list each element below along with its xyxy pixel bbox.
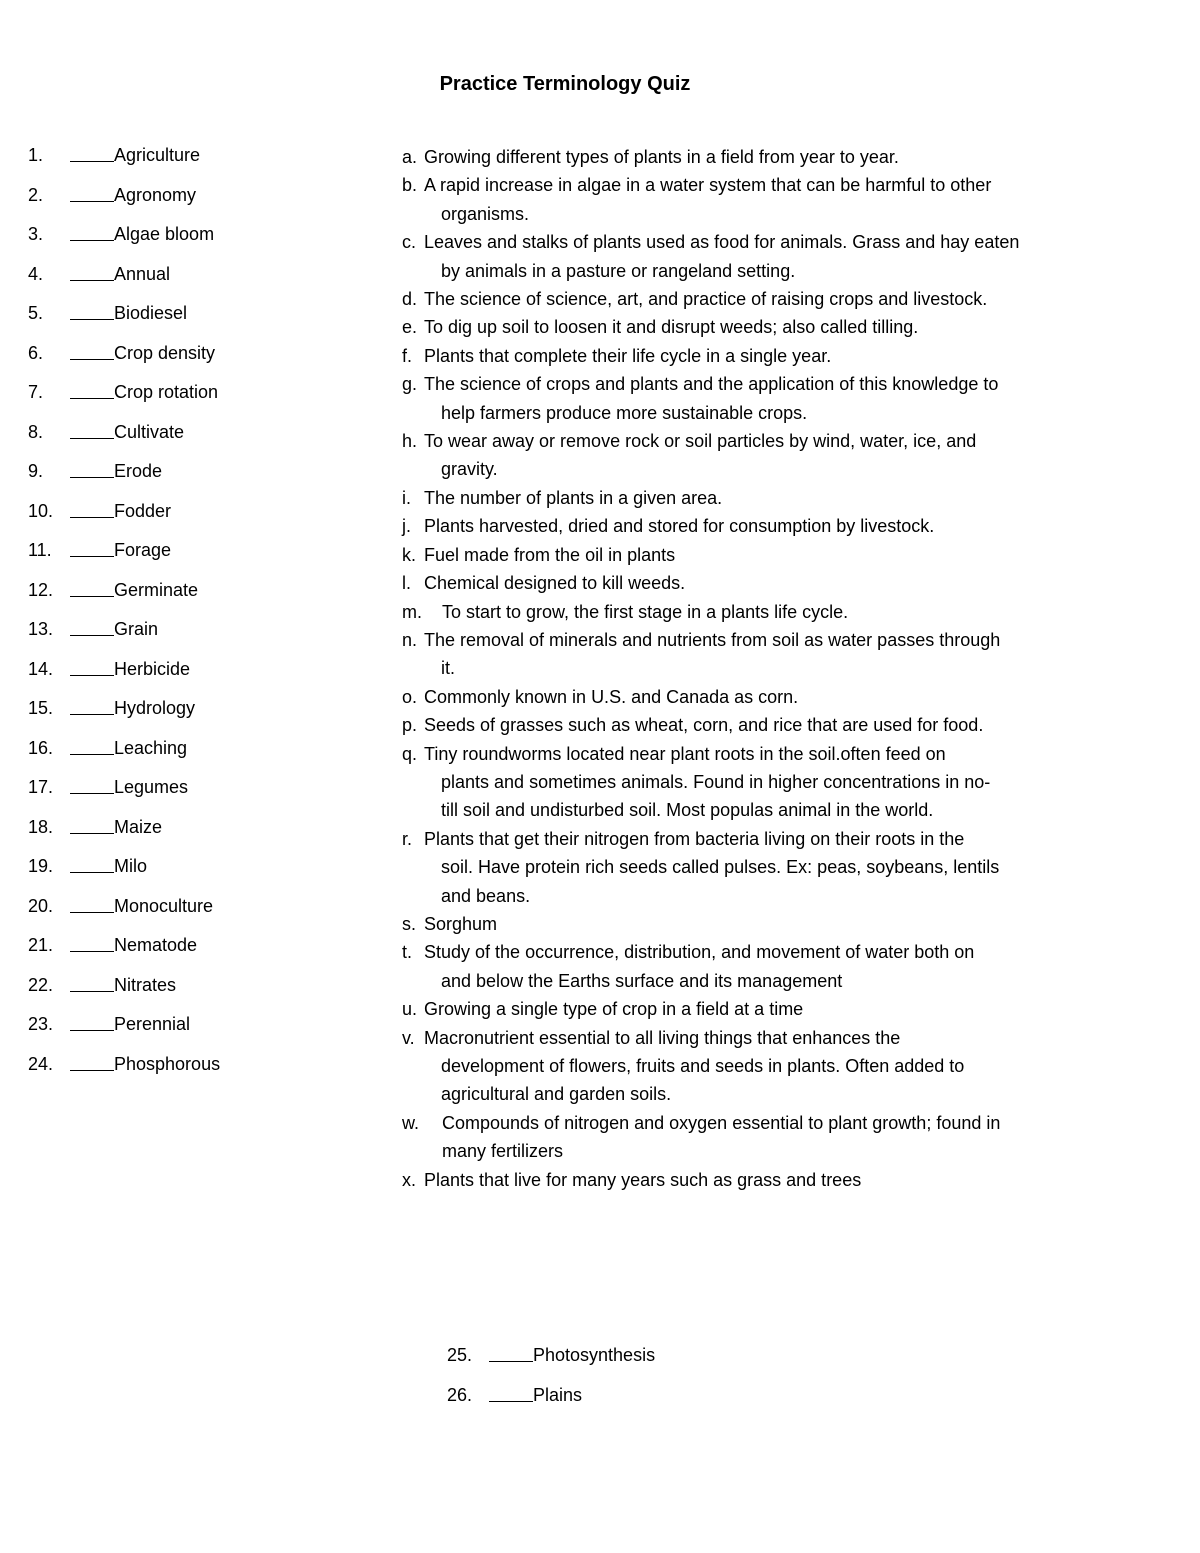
term-word: Crop density xyxy=(114,342,216,363)
term-number: 11. xyxy=(28,540,52,560)
definition-text-block xyxy=(424,910,1072,938)
term-item xyxy=(28,380,388,420)
definition-letter: u. xyxy=(402,999,418,1020)
term-item xyxy=(28,459,388,499)
answer-blank[interactable] xyxy=(70,262,114,281)
term-number: 20. xyxy=(28,895,54,916)
term-word: Phosphorous xyxy=(114,1053,221,1074)
definition-text-block xyxy=(424,427,1072,484)
definition-text-block xyxy=(424,512,1072,540)
term-number: 8. xyxy=(28,421,44,442)
answer-blank[interactable] xyxy=(70,775,114,794)
term-item xyxy=(28,143,388,183)
term-word: Erode xyxy=(114,461,163,481)
answer-blank[interactable] xyxy=(70,222,114,241)
definition-item xyxy=(402,1024,1072,1109)
definition-letter: j. xyxy=(402,516,411,537)
definition-item xyxy=(402,740,1072,825)
definition-item xyxy=(402,995,1072,1023)
term-word: Agriculture xyxy=(114,145,201,165)
term-number: 3. xyxy=(28,224,44,244)
definition-text: Compounds of nitrogen and oxygen essential to plant growth; found in xyxy=(442,1112,1001,1133)
definition-text: Plants that live for many years such as grass and trees xyxy=(424,1169,862,1190)
definition-text-continued: organisms. xyxy=(441,203,530,224)
term-item xyxy=(28,775,388,815)
term-word: Forage xyxy=(114,540,172,560)
answer-blank[interactable] xyxy=(70,657,114,676)
term-number: 16. xyxy=(28,737,54,758)
term-item xyxy=(447,1343,847,1383)
definition-text: Plants that get their nitrogen from bacteria living on their roots in the xyxy=(424,828,965,849)
definition-text: Plants that complete their life cycle in a single year. xyxy=(424,345,832,366)
definition-text: Fuel made from the oil in plants xyxy=(424,544,676,565)
answer-blank[interactable] xyxy=(70,894,114,913)
term-item xyxy=(28,973,388,1013)
term-item xyxy=(28,301,388,341)
definition-item xyxy=(402,541,1072,569)
definition-item xyxy=(402,512,1072,540)
definition-item xyxy=(402,825,1072,910)
term-word: Photosynthesis xyxy=(533,1345,656,1365)
definition-item xyxy=(402,228,1072,285)
definition-text: Plants harvested, dried and stored for consumption by livestock. xyxy=(424,516,935,537)
definition-text-block xyxy=(424,569,1072,597)
answer-blank[interactable] xyxy=(70,973,114,992)
definition-text-block xyxy=(424,228,1072,285)
definition-item xyxy=(402,626,1072,683)
term-number: 14. xyxy=(28,658,54,679)
term-word: Nitrates xyxy=(114,974,177,995)
definition-text: Sorghum xyxy=(424,913,498,934)
term-word: Legumes xyxy=(114,777,189,797)
term-item xyxy=(28,262,388,302)
term-number: 19. xyxy=(28,856,54,876)
term-word: Annual xyxy=(114,263,171,284)
definition-text-continued: development of flowers, fruits and seeds in plants. Often added to xyxy=(441,1056,965,1076)
definition-letter: x. xyxy=(402,1169,417,1190)
definition-item xyxy=(402,313,1072,341)
term-word: Crop rotation xyxy=(114,382,219,402)
term-number: 2. xyxy=(28,184,44,205)
term-word: Plains xyxy=(533,1384,583,1405)
definition-list xyxy=(402,143,1072,1194)
term-word: Herbicide xyxy=(114,658,191,679)
term-item xyxy=(28,499,388,539)
term-number: 26. xyxy=(447,1384,473,1405)
term-item xyxy=(28,696,388,736)
term-word: Monoculture xyxy=(114,895,214,916)
definition-letter: m. xyxy=(402,601,422,622)
definition-text-block xyxy=(424,313,1072,341)
definition-text: The number of plants in a given area. xyxy=(424,487,723,508)
term-word: Maize xyxy=(114,816,163,837)
answer-blank[interactable] xyxy=(70,1012,114,1031)
definition-text: Study of the occurrence, distribution, and movement of water both on xyxy=(424,942,975,963)
answer-blank[interactable] xyxy=(489,1383,533,1402)
definition-item xyxy=(402,938,1072,995)
term-item xyxy=(28,420,388,460)
definition-item xyxy=(402,427,1072,484)
definition-text-block xyxy=(424,1024,1072,1109)
term-word: Agronomy xyxy=(114,184,197,205)
answer-blank[interactable] xyxy=(70,301,114,320)
term-item xyxy=(28,933,388,973)
definition-letter: c. xyxy=(402,232,417,253)
definition-text-continued: plants and sometimes animals. Found in higher concentrations in no- xyxy=(441,771,991,792)
definition-text: Growing a single type of crop in a field at a time xyxy=(424,999,804,1020)
definition-text: Chemical designed to kill weeds. xyxy=(424,573,686,594)
term-item xyxy=(28,854,388,894)
term-number: 25. xyxy=(447,1345,473,1365)
definition-text: To wear away or remove rock or soil particles by wind, water, ice, and xyxy=(424,431,977,452)
term-item xyxy=(447,1383,847,1423)
definition-text-block xyxy=(424,995,1072,1023)
definition-letter: a. xyxy=(402,147,418,167)
definition-letter: g. xyxy=(402,374,418,395)
definition-letter: h. xyxy=(402,431,418,452)
term-word: Grain xyxy=(114,619,159,639)
term-word: Fodder xyxy=(114,500,172,521)
definition-text: Seeds of grasses such as wheat, corn, and rice that are used for food. xyxy=(424,715,984,736)
term-number: 12. xyxy=(28,579,54,600)
term-number: 4. xyxy=(28,263,44,284)
definition-text: Tiny roundworms located near plant roots in the soil.often feed on xyxy=(424,743,946,764)
definition-text-continued: and below the Earths surface and its management xyxy=(441,970,843,991)
definition-item xyxy=(402,711,1072,739)
definition-text-block xyxy=(424,285,1072,313)
definition-text-block xyxy=(424,711,1072,739)
answer-blank[interactable] xyxy=(70,854,114,873)
definition-text: Macronutrient essential to all living things that enhances the xyxy=(424,1027,901,1048)
term-number: 13. xyxy=(28,619,54,639)
definition-letter: v. xyxy=(402,1027,415,1048)
term-item xyxy=(28,894,388,934)
definition-letter: w. xyxy=(402,1112,420,1133)
answer-blank[interactable] xyxy=(70,459,114,478)
term-number: 17. xyxy=(28,777,54,797)
term-item xyxy=(28,578,388,618)
term-word: Germinate xyxy=(114,579,199,600)
definition-text-block xyxy=(424,342,1072,370)
definition-text: Commonly known in U.S. and Canada as corn. xyxy=(424,686,799,707)
definition-letter: s. xyxy=(402,913,417,934)
definition-text-continued: it. xyxy=(441,658,456,679)
definition-item xyxy=(402,342,1072,370)
definition-text: To dig up soil to loosen it and disrupt weeds; also called tilling. xyxy=(424,317,919,338)
page-title: Practice Terminology Quiz xyxy=(439,73,691,95)
definition-text-block xyxy=(424,626,1072,683)
term-item xyxy=(28,183,388,223)
definition-letter: f. xyxy=(402,345,413,366)
answer-blank[interactable] xyxy=(70,499,114,518)
definition-text-continued: gravity. xyxy=(441,459,498,480)
definition-text: Leaves and stalks of plants used as food for animals. Grass and hay eaten xyxy=(424,232,1020,253)
answer-blank[interactable] xyxy=(70,538,114,557)
answer-blank[interactable] xyxy=(70,815,114,834)
term-number: 18. xyxy=(28,816,54,837)
definition-text-block xyxy=(424,484,1072,512)
term-word: Leaching xyxy=(114,737,188,758)
answer-blank[interactable] xyxy=(489,1343,533,1362)
answer-blank[interactable] xyxy=(70,933,114,952)
definition-text: To start to grow, the first stage in a plants life cycle. xyxy=(442,601,849,622)
term-word: Algae bloom xyxy=(114,224,215,244)
definition-text: The science of science, art, and practice of raising crops and livestock. xyxy=(424,289,988,310)
answer-blank[interactable] xyxy=(70,380,114,399)
definition-letter: q. xyxy=(402,743,418,764)
definition-letter: k. xyxy=(402,544,417,565)
definition-text-block xyxy=(442,1109,1072,1166)
definition-item xyxy=(402,1166,1072,1194)
term-item xyxy=(28,538,388,578)
term-number: 15. xyxy=(28,698,54,718)
definition-text-continued: many fertilizers xyxy=(442,1141,564,1162)
definition-text-block xyxy=(424,541,1072,569)
answer-blank[interactable] xyxy=(70,617,114,636)
term-number: 22. xyxy=(28,974,54,995)
definition-text-block xyxy=(424,370,1072,427)
term-word: Hydrology xyxy=(114,698,196,718)
definition-text-continued: and beans. xyxy=(441,885,531,906)
definition-text-block xyxy=(424,740,1072,825)
definition-text: The removal of minerals and nutrients from soil as water passes through xyxy=(424,629,1001,650)
definition-item xyxy=(402,285,1072,313)
term-list-continued xyxy=(447,1343,847,1422)
definition-text-block xyxy=(424,143,1072,171)
term-number: 10. xyxy=(28,500,54,521)
term-item xyxy=(28,1052,388,1092)
definition-text: A rapid increase in algae in a water system that can be harmful to other xyxy=(424,175,992,196)
definition-item xyxy=(402,683,1072,711)
definition-letter: n. xyxy=(402,629,418,650)
definition-letter: r. xyxy=(402,828,413,849)
term-list xyxy=(28,143,388,1091)
term-number: 21. xyxy=(28,935,54,955)
term-word: Biodiesel xyxy=(114,303,188,323)
definition-item xyxy=(402,569,1072,597)
term-number: 7. xyxy=(28,382,44,402)
answer-blank[interactable] xyxy=(70,341,114,360)
definition-text-continued: agricultural and garden soils. xyxy=(441,1084,672,1105)
answer-blank[interactable] xyxy=(70,143,114,162)
term-number: 9. xyxy=(28,461,44,481)
term-word: Milo xyxy=(114,856,148,876)
definition-letter: o. xyxy=(402,686,418,707)
answer-blank[interactable] xyxy=(70,696,114,715)
term-item xyxy=(28,657,388,697)
term-number: 24. xyxy=(28,1053,54,1074)
definition-letter: e. xyxy=(402,317,418,338)
definition-text: Growing different types of plants in a field from year to year. xyxy=(424,147,899,167)
definition-item xyxy=(402,1109,1072,1166)
term-item xyxy=(28,1012,388,1052)
term-item xyxy=(28,222,388,262)
definition-text-continued: help farmers produce more sustainable crops. xyxy=(441,402,808,423)
definition-text-block xyxy=(424,938,1072,995)
definition-item xyxy=(402,598,1072,626)
definition-item xyxy=(402,171,1072,228)
definition-item xyxy=(402,910,1072,938)
term-item xyxy=(28,617,388,657)
definition-letter: d. xyxy=(402,289,418,310)
term-word: Perennial xyxy=(114,1014,191,1034)
answer-blank[interactable] xyxy=(70,578,114,597)
answer-blank[interactable] xyxy=(70,1052,114,1071)
term-item xyxy=(28,815,388,855)
definition-text-block xyxy=(424,683,1072,711)
definition-text-continued: by animals in a pasture or rangeland setting. xyxy=(441,260,796,281)
definition-item xyxy=(402,370,1072,427)
definition-letter: b. xyxy=(402,175,418,196)
definition-text-block xyxy=(424,171,1072,228)
term-number: 5. xyxy=(28,303,44,323)
definition-text: The science of crops and plants and the application of this knowledge to xyxy=(424,374,999,395)
term-word: Nematode xyxy=(114,935,198,955)
term-number: 1. xyxy=(28,145,44,165)
answer-blank[interactable] xyxy=(70,736,114,755)
definition-letter: i. xyxy=(402,487,411,508)
definition-text-block xyxy=(424,1166,1072,1194)
definition-text-continued: soil. Have protein rich seeds called pulses. Ex: peas, soybeans, lentils xyxy=(441,857,1000,878)
term-item xyxy=(28,341,388,381)
definition-text-block xyxy=(424,825,1072,910)
definition-letter: t. xyxy=(402,942,413,963)
term-item xyxy=(28,736,388,776)
term-number: 23. xyxy=(28,1014,54,1034)
term-number: 6. xyxy=(28,342,44,363)
definition-item xyxy=(402,484,1072,512)
answer-blank[interactable] xyxy=(70,420,114,439)
term-word: Cultivate xyxy=(114,421,185,442)
definition-text-continued: till soil and undisturbed soil. Most populas animal in the world. xyxy=(441,800,934,821)
definition-text-block xyxy=(442,598,1072,626)
definition-letter: p. xyxy=(402,715,418,736)
definition-item xyxy=(402,143,1072,171)
answer-blank[interactable] xyxy=(70,183,114,202)
definition-letter: l. xyxy=(402,573,411,594)
